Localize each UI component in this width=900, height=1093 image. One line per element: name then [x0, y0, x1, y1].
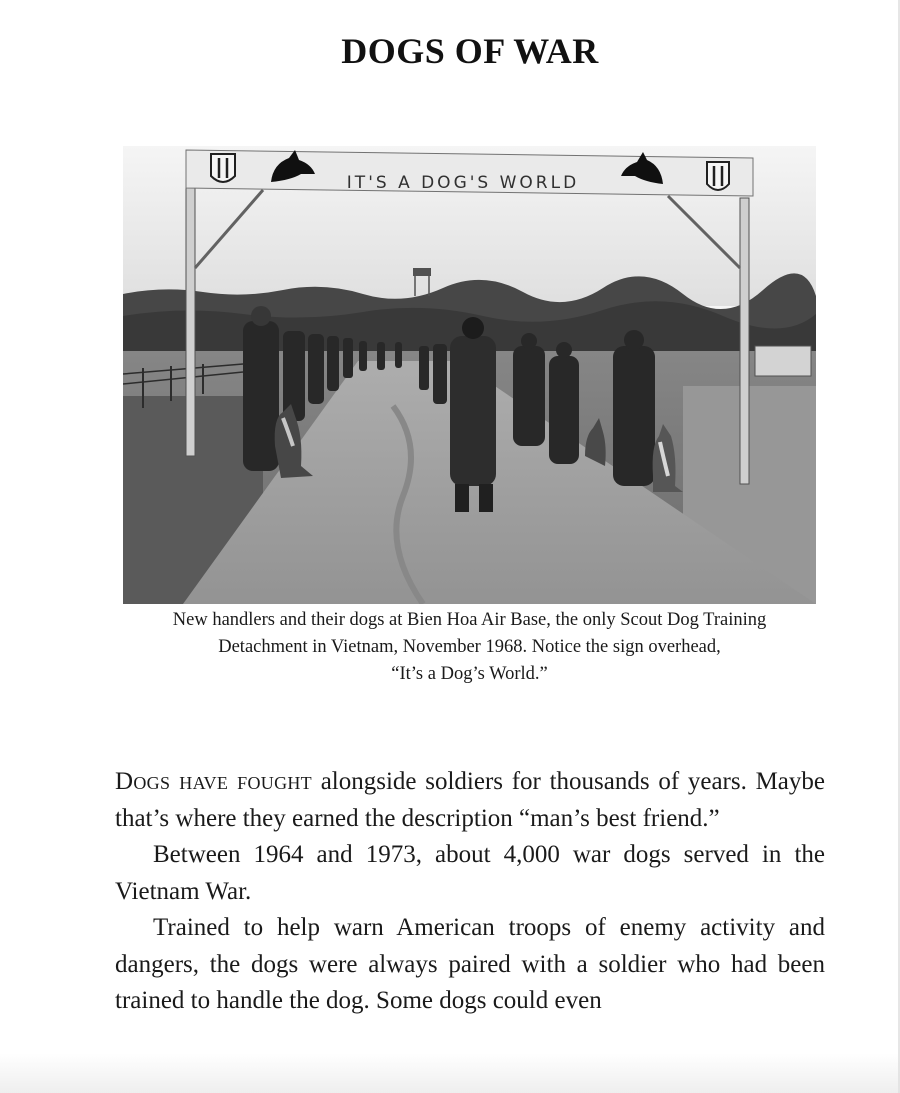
paragraph-3: Trained to help warn American troops of enemy activity and dangers, the dogs were always paired with a soldier who had been trained to handle the dog. Some dogs could even [115, 914, 825, 1014]
photo-caption [123, 607, 816, 688]
paragraph-1 [115, 764, 825, 837]
caption-line: New handlers and their dogs at Bien Hoa Air Base, the only Scout Dog Training [172, 610, 767, 630]
historical-photo [123, 146, 816, 604]
sign-text: IT'S A DOG'S WORLD [346, 173, 580, 193]
paragraph-1-text: alongside soldiers for thousands of years. Maybe that’s where they earned the description “man’s best friend.” [115, 768, 825, 832]
page-title: DOGS OF WAR [341, 31, 599, 71]
caption-line: Detachment in Vietnam, November 1968. Notice the sign overhead, [218, 637, 721, 657]
body-text [115, 764, 825, 1020]
paragraph-2: Between 1964 and 1973, about 4,000 war dogs served in the Vietnam War. [115, 841, 825, 905]
page-bottom-shadow [0, 1053, 900, 1093]
paragraph-lead-in: Dogs have fought [115, 768, 312, 795]
caption-line: “It’s a Dog’s World.” [391, 664, 548, 684]
